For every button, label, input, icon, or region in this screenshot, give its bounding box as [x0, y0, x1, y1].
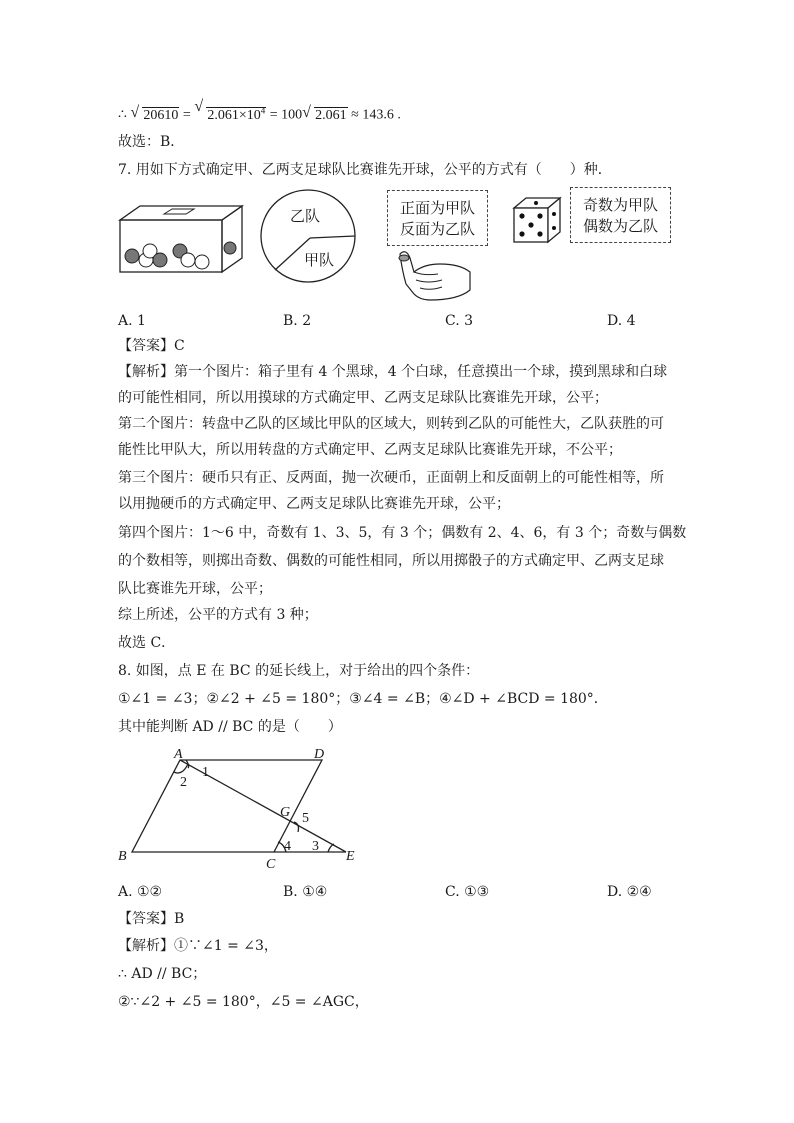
radicand-2-exponent: 4 — [260, 105, 266, 115]
radicand-2 — [206, 107, 266, 123]
sqrt-20610 — [130, 106, 179, 126]
prev-choice: 故选：B． — [118, 134, 185, 150]
sqrt-computation — [118, 100, 401, 126]
therefore-symbol: ∴ — [118, 107, 127, 123]
q7-analysis-line: 能性比甲队大，所以用转盘的方式确定甲、乙两支足球队比赛谁先开球，不公平； — [118, 442, 622, 458]
q7-analysis-line: 故选 C． — [118, 635, 176, 651]
label-d: D — [314, 747, 325, 762]
q7-analysis-line: 的可能性相同，所以用摸球的方式确定甲、乙两支足球队比赛谁先开球，公平； — [118, 390, 608, 406]
ball-box-figure — [116, 200, 246, 280]
q7-analysis-line: 以用抛硬币的方式确定甲、乙两支足球队比赛谁先开球，公平； — [118, 496, 510, 512]
sqrt-2061 — [302, 106, 348, 126]
sqrt-scientific — [194, 100, 266, 126]
coin-note-line-1: 正面为甲队 — [399, 199, 475, 217]
equals-2: = 100 — [266, 107, 303, 123]
q7-analysis-line: 队比赛谁先开球，公平； — [118, 581, 272, 597]
equals-1: = — [179, 107, 195, 123]
q7-analysis-line: 综上所述，公平的方式有 3 种； — [118, 607, 318, 623]
q8-option-a: A. ①② — [118, 884, 163, 900]
coin-note-line-2: 反面为乙队 — [399, 220, 475, 238]
q8-stem-1: 8. 如图，点 E 在 BC 的延长线上，对于给出的四个条件： — [118, 663, 480, 679]
parallelogram-figure — [114, 742, 374, 872]
dice-note-line-2: 偶数为乙队 — [582, 217, 658, 235]
radicand-2-base: 2.061×10 — [207, 107, 261, 123]
label-g: G — [280, 805, 291, 820]
q7-stem: 7. 用如下方式确定甲、乙两支足球队比赛谁先开球，公平的方式有（ ）种． — [118, 162, 612, 178]
q8-conditions: ①∠1 = ∠3；②∠2 + ∠5 = 180°；③∠4 = ∠B；④∠D + ∠BCD = 180°． — [118, 691, 608, 707]
label-b: B — [118, 849, 127, 864]
q8-option-b: B. ①④ — [283, 884, 328, 900]
dice-note-box — [570, 187, 671, 243]
q7-analysis-line: 第三个图片：硬币只有正、反两面，抛一次硬币，正面朝上和反面朝上的可能性相等，所 — [118, 470, 664, 486]
spinner-label-upper: 乙队 — [290, 207, 321, 225]
parallelogram-abcd — [132, 760, 322, 852]
approx-result: ≈ 143.6 . — [347, 107, 401, 123]
spinner-label-lower: 甲队 — [304, 251, 335, 269]
coin-note-box — [387, 190, 488, 246]
radicand-3: 2.061 — [315, 107, 347, 123]
q8-analysis-line: 【解析】①∵∠1 = ∠3， — [118, 938, 278, 954]
q7-answer: 【答案】C — [118, 338, 185, 354]
q7-analysis-line: 第四个图片：1～6 中，奇数有 1、3、5，有 3 个；偶数有 2、4、6，有 3 个；奇数与偶数 — [118, 525, 687, 541]
q7-analysis-line: 【解析】第一个图片：箱子里有 4 个黑球，4 个白球，任意摸出一个球，摸到黑球和白球 — [118, 364, 668, 380]
angle-label-5: 5 — [302, 811, 309, 826]
q8-option-d: D. ②④ — [607, 884, 652, 900]
hand-flipping-coin-icon — [392, 248, 478, 302]
radicand-1: 20610 — [143, 107, 179, 123]
angle-label-3: 3 — [312, 839, 319, 854]
angle-label-2: 2 — [180, 775, 187, 790]
q7-option-a: A. 1 — [118, 313, 146, 329]
angle-label-1: 1 — [202, 765, 209, 780]
q8-stem-2: 其中能判断 AD // BC 的是（ ） — [118, 719, 342, 735]
label-a: A — [174, 747, 183, 762]
angle-label-4: 4 — [284, 839, 291, 854]
dice-icon — [510, 194, 564, 246]
q7-option-d: D. 4 — [607, 313, 636, 329]
label-c: C — [266, 857, 276, 872]
q7-option-c: C. 3 — [445, 313, 474, 329]
q7-analysis-line: 的个数相等，则掷出奇数、偶数的可能性相同，所以用掷骰子的方式确定甲、乙两支足球 — [118, 553, 664, 569]
q8-option-c: C. ①③ — [445, 884, 490, 900]
q7-option-b: B. 2 — [283, 313, 312, 329]
q7-analysis-line: 第二个图片：转盘中乙队的区域比甲队的区域大，则转到乙队的可能性大，乙队获胜的可 — [118, 416, 664, 432]
dice-note-line-1: 奇数为甲队 — [582, 196, 658, 214]
q8-analysis-line: ②∵∠2 + ∠5 = 180°，∠5 = ∠AGC， — [118, 994, 369, 1010]
label-e: E — [346, 849, 355, 864]
q8-analysis-line: ∴ AD // BC； — [118, 966, 207, 982]
q8-answer: 【答案】B — [118, 911, 185, 927]
